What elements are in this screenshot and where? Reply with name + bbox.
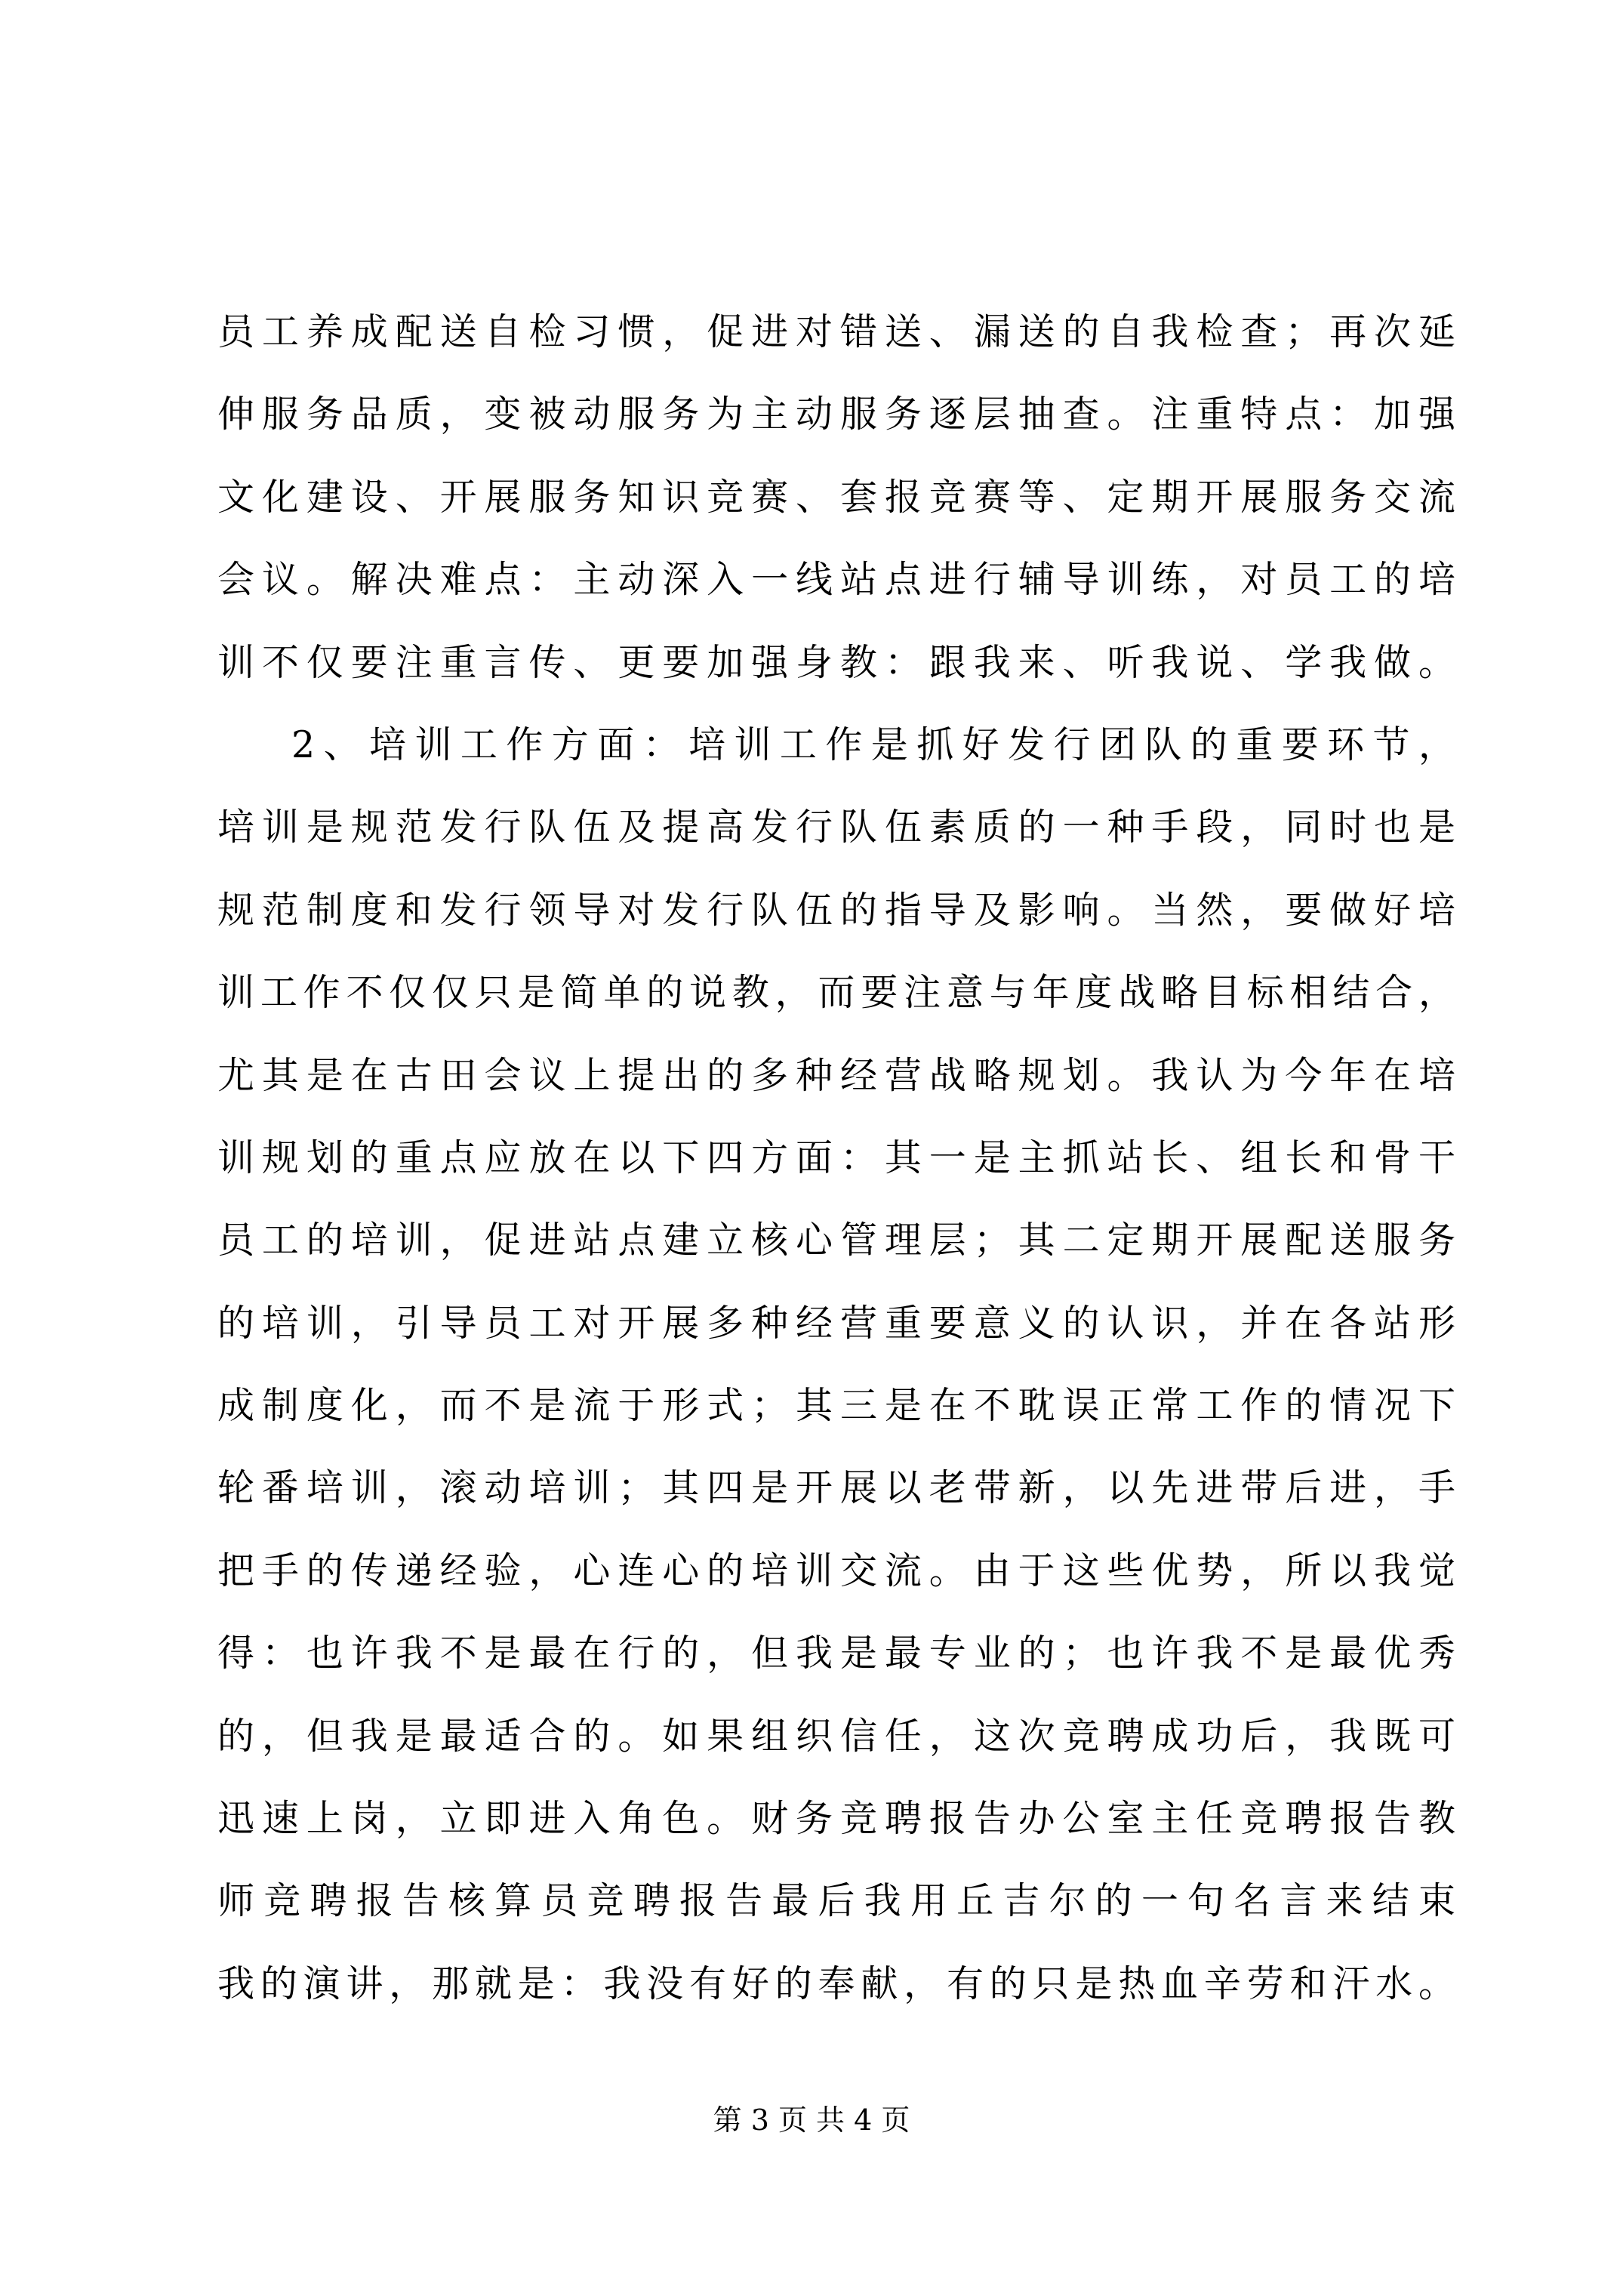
text-line: 会议。解决难点：主动深入一线站点进行辅导训练，对员工的培 xyxy=(217,558,1455,602)
text-line: 把手的传递经验，心连心的培训交流。由于这些优势，所以我觉 xyxy=(217,1549,1455,1592)
text-line: 训不仅要注重言传、更要加强身教：跟我来、听我说、学我做。 xyxy=(217,640,1455,684)
text-line: 训规划的重点应放在以下四方面：其一是主抓站长、组长和骨干 xyxy=(217,1136,1455,1179)
text-line: 得：也许我不是最在行的，但我是最专业的；也许我不是最优秀 xyxy=(217,1632,1455,1675)
text-line: 轮番培训，滚动培训；其四是开展以老带新，以先进带后进，手 xyxy=(217,1466,1455,1510)
page-footer: 第 3 页 共 4 页 xyxy=(713,2103,910,2137)
text-line: 培训是规范发行队伍及提高发行队伍素质的一种手段，同时也是 xyxy=(217,806,1455,849)
text-line: 2、培训工作方面：培训工作是抓好发行团队的重要环节， xyxy=(291,723,1455,766)
text-line: 员工的培训，促进站点建立核心管理层；其二定期开展配送服务 xyxy=(217,1219,1455,1262)
text-line: 规范制度和发行领导对发行队伍的指导及影响。当然，要做好培 xyxy=(217,888,1455,932)
text-line: 的，但我是最适合的。如果组织信任，这次竞聘成功后，我既可 xyxy=(217,1714,1455,1758)
text-line: 迅速上岗，立即进入角色。财务竞聘报告办公室主任竞聘报告教 xyxy=(217,1797,1455,1841)
text-line: 师竞聘报告核算员竞聘报告最后我用丘吉尔的一句名言来结束 xyxy=(217,1879,1455,1923)
text-line: 的培训，引导员工对开展多种经营重要意义的认识，并在各站形 xyxy=(217,1301,1455,1345)
text-line: 我的演讲，那就是：我没有好的奉献，有的只是热血辛劳和汗水。 xyxy=(217,1962,1455,2005)
text-line: 尤其是在古田会议上提出的多种经营战略规划。我认为今年在培 xyxy=(217,1053,1455,1097)
text-line: 成制度化，而不是流于形式；其三是在不耽误正常工作的情况下 xyxy=(217,1384,1455,1428)
text-line: 员工养成配送自检习惯，促进对错送、漏送的自我检查；再次延 xyxy=(217,310,1455,353)
text-line: 文化建设、开展服务知识竞赛、套报竞赛等、定期开展服务交流 xyxy=(217,475,1455,519)
text-line: 训工作不仅仅只是简单的说教，而要注意与年度战略目标相结合， xyxy=(217,971,1455,1015)
text-line: 伸服务品质，变被动服务为主动服务逐层抽查。注重特点：加强 xyxy=(217,393,1455,436)
body-text xyxy=(217,291,1455,2025)
